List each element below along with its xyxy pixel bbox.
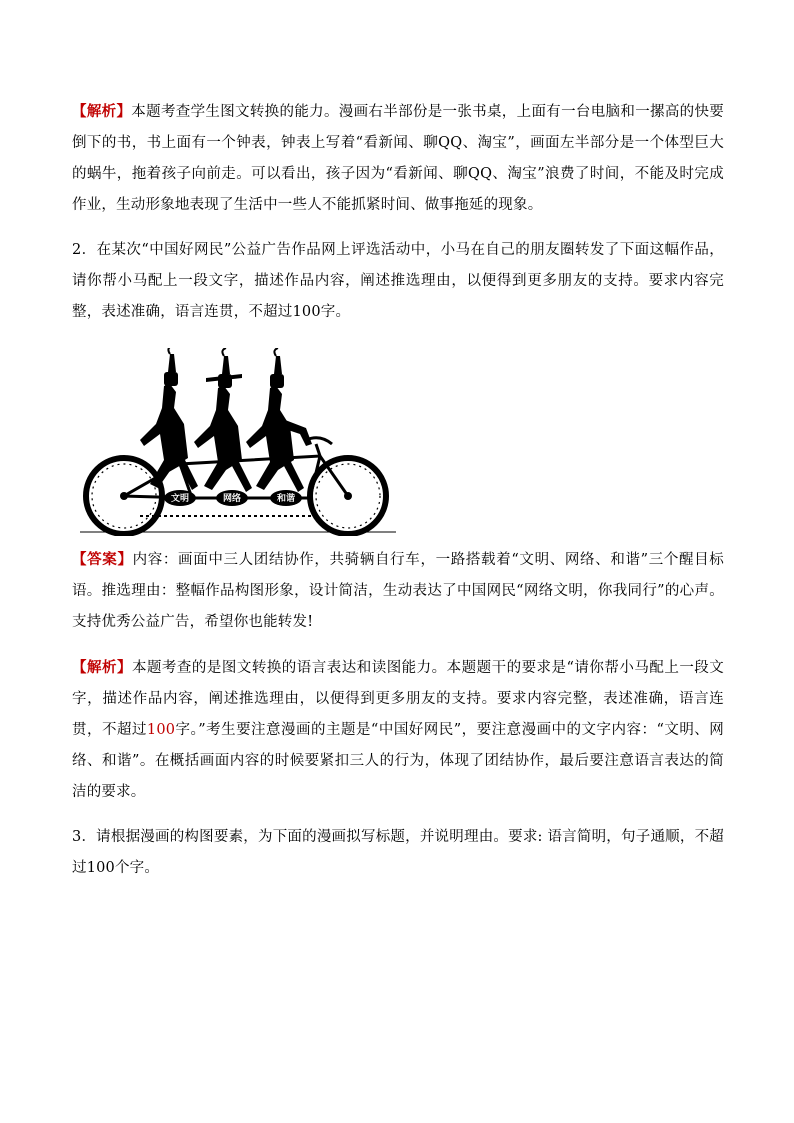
analysis-text: 本题考查学生图文转换的能力。漫画右半部份是一张书桌，上面有一台电脑和一摞高的快要倒下的书，书上面有一个钟表，钟表上写着“看新闻、聊QQ、淘宝”，画面左半部分是一个体型巨大的蜗牛，拖着孩子向前走。可以看出，孩子因为“看新闻、聊QQ、淘宝”浪费了时间，不能及时完成作业，生动形象地表现了生活中一些人不能抓紧时间、做事拖延的现象。 <box>72 104 724 213</box>
slogan-label-3: 和谐 <box>276 494 296 504</box>
analysis-text-2b: 字。”考生要注意漫画的主题是“中国好网民”，要注意漫画中的文字内容：“文明、网络、和谐”。在概括画面内容的时候要紧扣三人的行为，体现了团结协作，最后要注意语言表达的简洁的要求。 <box>72 722 724 800</box>
answer-tag: 【答案】 <box>72 551 133 568</box>
tandem-bicycle-cartoon <box>80 348 400 536</box>
slogan-plaque-3 <box>270 490 302 506</box>
slogan-label-2: 网络 <box>222 494 242 504</box>
answer-paragraph-2 <box>72 544 724 638</box>
question-3-text: 3．请根据漫画的构图要素，为下面的漫画拟写标题，并说明理由。要求: 语言简明，句子通顺，不超过100个字。 <box>72 829 724 876</box>
answer-text: 内容：画面中三人团结协作，共骑辆自行车，一路搭载着“文明、网络、和谐”三个醒目标语。推选理由：整幅作品构图形象，设计简洁，生动表达了中国网民“网络文明，你我同行”的心声。支持优秀公益广告，希望你也能转发! <box>72 552 724 630</box>
rider-3 <box>246 348 312 492</box>
slogan-label-1: 文明 <box>170 494 190 504</box>
analysis-tag-2: 【解析】 <box>72 659 132 676</box>
question-2 <box>72 235 724 328</box>
question-2-text: 2．在某次“中国好网民”公益广告作品网上评选活动中，小马在自己的朋友圈转发了下面这幅作品，请你帮小马配上一段文字，描述作品内容，阐述推选理由，以便得到更多朋友的支持。要求内容完整，表述准确，语言连贯，不超过100字。 <box>72 242 724 320</box>
analysis-paragraph-1 <box>72 96 724 221</box>
slogan-plaque-2 <box>216 490 248 506</box>
question-3 <box>72 822 724 884</box>
rider-2 <box>194 348 252 492</box>
analysis-paragraph-2 <box>72 652 724 808</box>
analysis-text-2a: 本题考查的是图文转换的语言表达和读图能力。本题题干的要求是“请你帮小马配上一段文字，描述作品内容，阐述推选理由，以便得到更多朋友的支持。要求内容完整，表述准确，语言连贯，不超过 <box>72 660 724 738</box>
analysis-number: 100 <box>146 722 176 738</box>
slogan-plaque-1 <box>164 490 196 506</box>
analysis-tag: 【解析】 <box>72 103 132 120</box>
document-page <box>72 96 724 884</box>
